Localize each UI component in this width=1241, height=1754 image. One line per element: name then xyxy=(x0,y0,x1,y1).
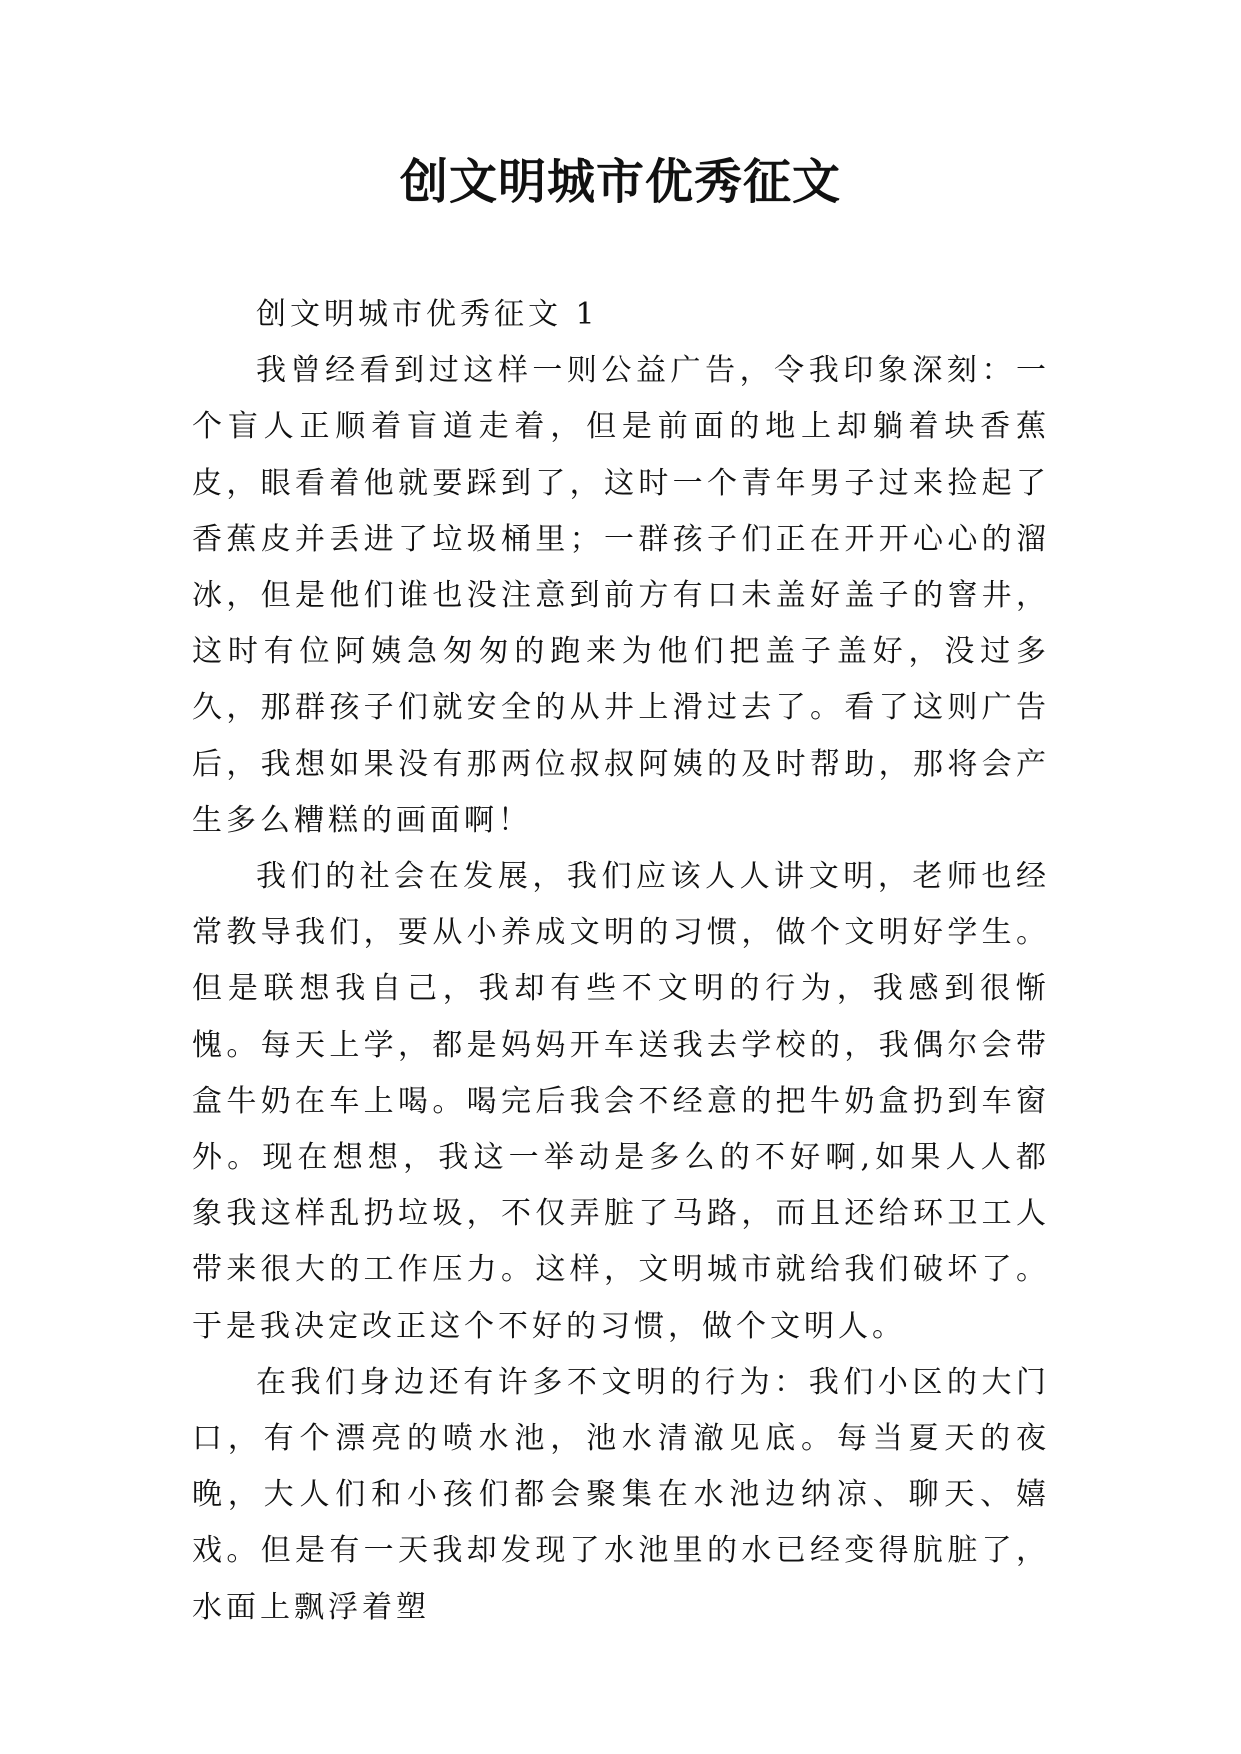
essay-subtitle: 创文明城市优秀征文 1 xyxy=(256,297,599,332)
document-title: 创文明城市优秀征文 xyxy=(399,154,841,210)
paragraph-2: 我们的社会在发展，我们应该人人讲文明，老师也经常教导我们，要从小养成文明的习惯，做个文明好学生。但是联想我自己，我却有些不文明的行为，我感到很惭愧。每天上学，都是妈妈开车送我去学校的，我偶尔会带盒牛奶在车上喝。喝完后我会不经意的把牛奶盒扔到车窗外。现在想想，我这一举动是多么的不好啊,如果人人都象我这样乱扔垃圾，不仅弄脏了马路，而且还给环卫工人带来很大的工作压力。这样，文明城市就给我们破坏了。于是我决定改正这个不好的习惯，做个文明人。 xyxy=(192,859,1050,1344)
paragraph-3: 在我们身边还有许多不文明的行为：我们小区的大门口，有个漂亮的喷水池，池水清澈见底。每当夏天的夜晚，大人们和小孩们都会聚集在水池边纳凉、聊天、嬉戏。但是有一天我却发现了水池里的水已经变得肮脏了，水面上飘浮着塑 xyxy=(192,1364,1050,1625)
paragraph-1: 我曾经看到过这样一则公益广告，令我印象深刻：一个盲人正顺着盲道走着，但是前面的地上却躺着块香蕉皮，眼看着他就要踩到了，这时一个青年男子过来捡起了香蕉皮并丢进了垃圾桶里；一群孩子们正在开开心心的溜冰，但是他们谁也没注意到前方有口未盖好盖子的窨井，这时有位阿姨急匆匆的跑来为他们把盖子盖好，没过多久，那群孩子们就安全的从井上滑过去了。看了这则广告后，我想如果没有那两位叔叔阿姨的及时帮助，那将会产生多么糟糕的画面啊！ xyxy=(192,353,1050,838)
document-body xyxy=(192,287,1050,1636)
